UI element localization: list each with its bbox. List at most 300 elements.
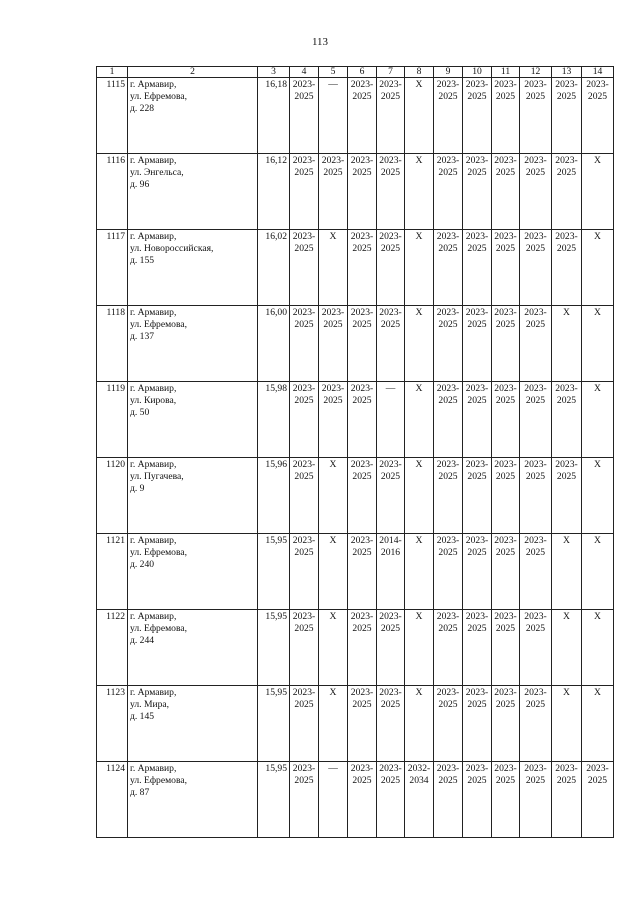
period-line: 2023- [465,307,489,318]
period-cell [463,458,492,534]
column-header: 13 [552,67,582,78]
period-line: 2023- [379,155,402,166]
period-line: 2025 [525,319,546,330]
period-line: X [329,611,337,622]
period-line: 2025 [294,471,314,482]
address-line: г. Армавир, [130,687,177,698]
period-cell [319,154,348,230]
period-cell [434,230,463,306]
period-cell [520,230,552,306]
period-line: 2025 [556,243,577,254]
period-line: 2025 [352,319,372,330]
period-line: 2025 [294,775,314,786]
period-cell [377,306,405,382]
address-line: ул. Ефремова, [130,91,188,102]
period-line: 2023- [555,763,578,774]
row-number-cell: 1122 [97,610,128,686]
period-cell [520,610,552,686]
period-line: 2025 [587,775,608,786]
table-row [97,458,614,534]
address-line: г. Армавир, [130,79,177,90]
period-line: 2023- [436,383,460,394]
period-cell [434,154,463,230]
period-line: 2025 [294,91,314,102]
period-line: 2023- [350,155,374,166]
period-line: 2025 [467,243,487,254]
period-line: 2025 [352,623,372,634]
period-cell [582,78,614,154]
period-cell [552,382,582,458]
period-cell [552,610,582,686]
period-cell [492,382,520,458]
period-line: 2025 [438,775,458,786]
period-line: 2025 [467,319,487,330]
period-cell [552,306,582,382]
period-line: 2025 [525,91,546,102]
period-line: 2023- [494,611,517,622]
period-cell [405,686,434,762]
period-cell [463,762,492,838]
period-cell [582,230,614,306]
period-line: 2023- [494,763,517,774]
period-line: 2023- [524,535,547,546]
period-cell [582,458,614,534]
period-cell [319,306,348,382]
period-cell [319,534,348,610]
row-number-cell: 1120 [97,458,128,534]
period-line: 2023- [524,611,547,622]
period-line: 2025 [556,395,577,406]
period-line: 2025 [380,91,401,102]
period-cell [463,154,492,230]
period-line: 2025 [294,699,314,710]
period-cell [434,610,463,686]
address-cell [128,382,258,458]
page-number: 113 [311,36,329,48]
period-cell [520,534,552,610]
period-line: 2025 [352,91,372,102]
period-cell [434,306,463,382]
period-cell [290,686,319,762]
period-cell [552,762,582,838]
period-line: 2023- [494,155,517,166]
period-line: 2023- [524,763,547,774]
area-cell: 16,00 [258,306,290,382]
period-cell [492,306,520,382]
period-line: X [594,459,601,470]
area-cell: 15,95 [258,610,290,686]
period-cell [520,762,552,838]
address-line: д. 50 [130,407,150,418]
period-cell [319,762,348,838]
period-line: 2025 [467,91,487,102]
address-line: д. 244 [130,635,155,646]
table-row [97,534,614,610]
period-line: 2025 [323,395,343,406]
period-line: 2023- [494,383,517,394]
period-line: 2023- [350,687,374,698]
period-line: 2023- [465,763,489,774]
row-number-cell: 1118 [97,306,128,382]
period-cell [434,762,463,838]
period-line: 2025 [352,471,372,482]
address-line: г. Армавир, [130,763,177,774]
period-cell [520,154,552,230]
period-cell [434,686,463,762]
period-line: X [415,459,423,470]
period-line: 2025 [323,319,343,330]
period-line: 2025 [495,167,516,178]
address-line: ул. Ефремова, [130,623,188,634]
period-cell [319,458,348,534]
period-line: 2025 [352,243,372,254]
period-line: 2025 [495,471,516,482]
period-cell [552,458,582,534]
period-line: 2023- [436,231,460,242]
area-cell: 16,18 [258,78,290,154]
period-line: 2023- [350,535,374,546]
period-cell [492,534,520,610]
period-line: 2023- [436,763,460,774]
period-line: 2023- [524,687,547,698]
row-number-cell: 1116 [97,154,128,230]
period-line: 2025 [352,395,372,406]
address-line: г. Армавир, [130,459,177,470]
table-row [97,610,614,686]
period-line: 2023- [465,459,489,470]
period-cell [348,306,377,382]
period-cell [377,382,405,458]
period-line: 2025 [438,319,458,330]
period-line: X [329,231,337,242]
period-cell [290,534,319,610]
period-cell [348,230,377,306]
period-cell [405,382,434,458]
period-cell [405,458,434,534]
period-line: 2025 [467,623,487,634]
period-line: 2023- [292,231,316,242]
period-line: 2023- [555,155,578,166]
period-cell [290,230,319,306]
period-line: 2025 [467,471,487,482]
period-cell [434,534,463,610]
period-line: 2023- [436,611,460,622]
period-line: 2023- [379,231,402,242]
period-line: 2023- [555,383,578,394]
address-line: ул. Мира, [130,699,170,710]
address-cell [128,686,258,762]
repair-schedule-table [96,66,614,838]
period-cell [434,382,463,458]
period-cell [582,382,614,458]
period-cell [290,610,319,686]
period-line: X [594,535,601,546]
period-cell [582,154,614,230]
address-line: г. Армавир, [130,535,177,546]
period-line: 2023- [292,535,316,546]
period-line: 2025 [380,243,401,254]
period-line: 2025 [467,395,487,406]
period-line: X [594,383,601,394]
period-line: 2025 [587,91,608,102]
period-line: X [594,687,601,698]
period-cell [463,382,492,458]
address-cell [128,610,258,686]
column-header: 8 [405,67,434,78]
period-line: 2023- [494,535,517,546]
period-cell [492,458,520,534]
address-line: ул. Кирова, [130,395,177,406]
period-cell [520,686,552,762]
address-cell [128,534,258,610]
period-cell [463,230,492,306]
period-line: 2023- [436,535,460,546]
period-line: 2023- [350,307,374,318]
period-cell [463,534,492,610]
period-line: 2023- [524,231,547,242]
period-line: X [329,459,337,470]
area-cell: 15,95 [258,534,290,610]
period-line: 2025 [438,395,458,406]
address-cell [128,762,258,838]
period-line: 2025 [380,775,401,786]
period-cell [582,762,614,838]
table-row [97,382,614,458]
period-line: 2025 [525,775,546,786]
period-line: 2023- [555,459,578,470]
period-cell [377,230,405,306]
table-row [97,762,614,838]
period-line: 2025 [525,623,546,634]
column-header: 10 [463,67,492,78]
period-line: 2023- [586,763,609,774]
period-cell [405,306,434,382]
period-line: 2025 [323,167,343,178]
period-line: 2023- [292,459,316,470]
period-cell [552,230,582,306]
address-line: д. 228 [130,103,155,114]
period-cell [405,230,434,306]
period-cell [463,306,492,382]
table-row [97,230,614,306]
period-line: 2014- [379,535,402,546]
row-number-cell: 1123 [97,686,128,762]
address-line: г. Армавир, [130,155,177,166]
period-line: X [563,307,570,318]
period-cell [377,762,405,838]
period-line: 2023- [321,307,345,318]
period-line: 2023- [494,79,517,90]
period-line: X [594,611,601,622]
period-line: — [328,763,338,774]
period-cell [463,78,492,154]
period-cell [319,610,348,686]
period-line: 2025 [380,319,401,330]
row-number-cell: 1124 [97,762,128,838]
period-line: 2023- [494,231,517,242]
period-cell [552,154,582,230]
period-cell [463,610,492,686]
row-number-cell: 1117 [97,230,128,306]
period-line: 2025 [467,699,487,710]
address-cell [128,78,258,154]
period-cell [405,154,434,230]
column-header: 5 [319,67,348,78]
period-line: 2025 [467,775,487,786]
period-cell [348,534,377,610]
period-line: 2023- [379,307,402,318]
period-line: X [415,611,423,622]
period-line: 2025 [525,471,546,482]
period-cell [290,78,319,154]
period-line: X [415,535,423,546]
address-line: г. Армавир, [130,307,177,318]
column-header: 4 [290,67,319,78]
period-cell [492,154,520,230]
period-cell [405,78,434,154]
area-cell: 15,96 [258,458,290,534]
period-line: X [563,611,570,622]
period-cell [377,458,405,534]
period-cell [492,610,520,686]
period-line: 2025 [525,395,546,406]
period-line: 2025 [495,243,516,254]
period-line: 2025 [294,395,314,406]
period-cell [290,306,319,382]
period-line: X [415,383,423,394]
period-line: X [563,535,570,546]
period-line: 2023- [524,459,547,470]
period-cell [290,458,319,534]
period-line: 2023- [494,687,517,698]
period-line: 2023- [555,231,578,242]
period-line: 2023- [379,459,402,470]
period-cell [348,154,377,230]
period-line: 2025 [556,91,577,102]
period-line: 2025 [525,243,546,254]
area-cell: 16,02 [258,230,290,306]
period-line: X [594,231,601,242]
period-cell [552,534,582,610]
column-header: 2 [128,67,258,78]
table-body [97,78,614,838]
address-line: д. 9 [130,483,145,494]
period-line: 2023- [465,231,489,242]
period-cell [290,154,319,230]
address-line: г. Армавир, [130,611,177,622]
period-cell [492,686,520,762]
period-cell [520,458,552,534]
row-number-cell: 1121 [97,534,128,610]
period-cell [492,78,520,154]
period-line: 2025 [294,547,314,558]
period-line: 2023- [465,155,489,166]
period-line: 2023- [292,611,316,622]
period-line: 2023- [465,383,489,394]
period-cell [377,686,405,762]
address-cell [128,230,258,306]
period-line: 2025 [352,167,372,178]
address-line: ул. Энгельса, [130,167,184,178]
period-line: 2025 [294,243,314,254]
period-cell [520,306,552,382]
area-cell: 15,95 [258,762,290,838]
period-cell [319,78,348,154]
column-number-row [97,67,614,78]
period-line: 2023- [350,383,374,394]
period-line: 2023- [292,155,316,166]
period-line: 2025 [438,547,458,558]
period-cell [492,762,520,838]
period-line: 2025 [380,623,401,634]
period-line: 2025 [294,319,314,330]
period-line: 2023- [524,79,547,90]
period-line: 2025 [467,547,487,558]
column-header: 9 [434,67,463,78]
address-line: д. 155 [130,255,155,266]
period-line: 2023- [379,763,402,774]
period-cell [520,382,552,458]
period-cell [582,686,614,762]
period-cell [319,230,348,306]
address-line: д. 145 [130,711,155,722]
period-cell [520,78,552,154]
address-cell [128,306,258,382]
area-cell: 15,98 [258,382,290,458]
column-header: 1 [97,67,128,78]
period-cell [348,762,377,838]
period-line: 2023- [465,687,489,698]
period-line: 2023- [292,763,316,774]
period-cell [377,610,405,686]
table-row [97,686,614,762]
period-line: 2025 [495,775,516,786]
period-line: 2025 [556,775,577,786]
period-line: 2023- [436,79,460,90]
period-cell [582,610,614,686]
period-line: 2025 [294,167,314,178]
period-line: X [329,687,337,698]
period-line: 2025 [495,623,516,634]
address-line: д. 240 [130,559,155,570]
period-line: 2025 [438,471,458,482]
period-line: 2023- [292,307,316,318]
period-line: 2025 [352,699,372,710]
table-row [97,306,614,382]
period-cell [377,154,405,230]
period-line: — [385,383,396,394]
period-cell [405,762,434,838]
period-line: 2025 [352,547,372,558]
period-cell [377,534,405,610]
period-cell [348,382,377,458]
period-cell [463,686,492,762]
row-number-cell: 1115 [97,78,128,154]
address-line: ул. Пугачева, [130,471,184,482]
period-line: 2025 [352,775,372,786]
period-cell [492,230,520,306]
period-cell [434,78,463,154]
address-line: д. 137 [130,331,155,342]
period-line: 2023- [379,611,402,622]
address-cell [128,458,258,534]
column-header: 12 [520,67,552,78]
column-header: 6 [348,67,377,78]
period-line: 2023- [586,79,609,90]
period-line: 2025 [438,623,458,634]
period-line: X [329,535,337,546]
period-line: 2023- [436,155,460,166]
